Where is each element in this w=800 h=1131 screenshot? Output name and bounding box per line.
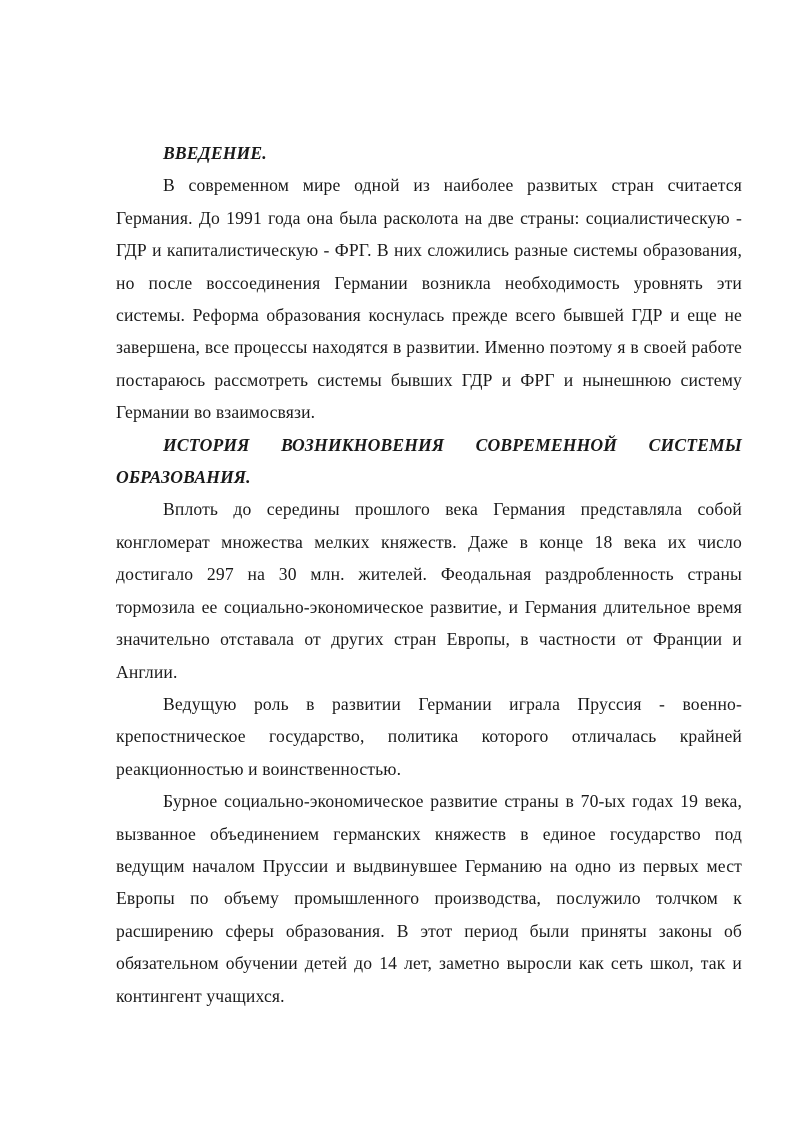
history-paragraph-2: Ведущую роль в развитии Германии играла Пруссия - военно-крепостническое государство, политика которого отличалась крайней реакционностью и воинственностью. [116, 693, 742, 779]
intro-paragraph: В современном мире одной из наиболее развитых стран считается Германия. До 1991 года она была расколота на две страны: социалистическую - ГДР и капиталистическую - ФРГ. В них сложились разные системы образования, но после воссоединения Германии возникла необходимость уровнять эти системы. Реформа образования коснулась прежде всего бывшей ГДР и еще не завершена, все процессы находятся в развитии. Именно поэтому я в своей работе постараюсь рассмотреть системы бывших ГДР и ФРГ и нынешнюю систему Германии во взаимосвязи. [116, 175, 742, 423]
history-paragraph-3: Бурное социально-экономическое развитие страны в 70-ых годах 19 века, вызванное объединением германских княжеств в единое государство под ведущим началом Пруссии и выдвинувшее Германию на одно из первых мест Европы по объему промышленного производства, послужило толчком к расширению сферы образования. В этот период были приняты законы об обязательном обучении детей до 14 лет, заметно выросли как сеть школ, так и контингент учащихся. [116, 791, 742, 1006]
history-heading: ИСТОРИЯ ВОЗНИКНОВЕНИЯ СОВРЕМЕННОЙ СИСТЕМЫ ОБРАЗОВАНИЯ. [116, 434, 742, 488]
intro-heading: ВВЕДЕНИЕ. [163, 143, 267, 163]
history-paragraph-1: Вплоть до середины прошлого века Германия представляла собой конгломерат множества мелких княжеств. Даже в конце 18 века их число достигало 297 на 30 млн. жителей. Феодальная раздробленность страны тормозила ее социально-экономическое развитие, и Германия длительное время значительно отставала от других стран Европы, в частности от Франции и Англии. [116, 499, 742, 682]
document-page [116, 137, 742, 1012]
